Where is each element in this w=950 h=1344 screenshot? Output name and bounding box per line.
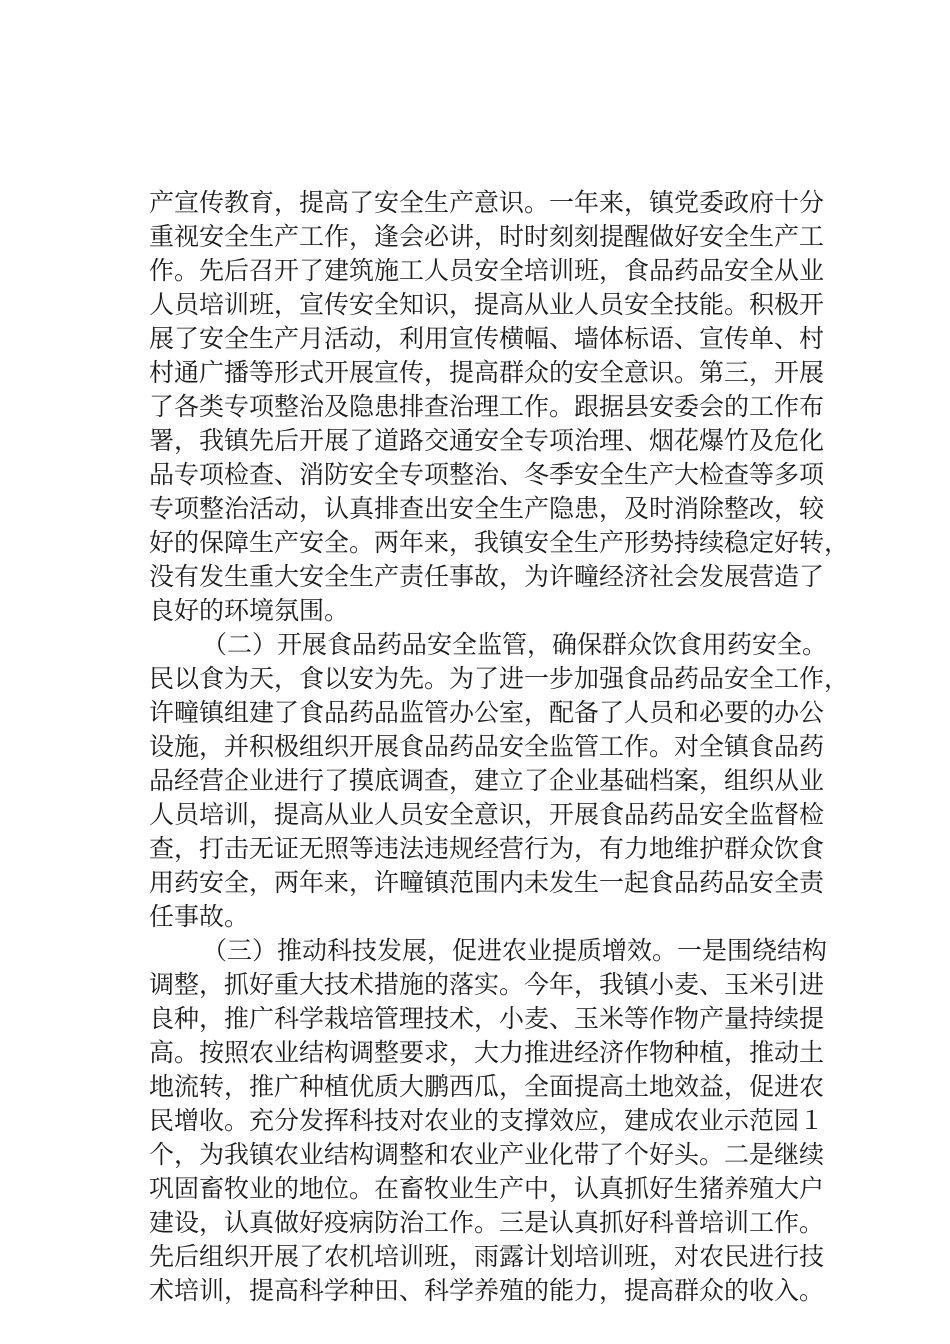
text-line: 产宣传教育，提高了安全生产意识。一年来，镇党委政府十分	[149, 188, 825, 217]
text-line: 调整，抓好重大技术措施的落实。今年，我镇小麦、玉米引进	[149, 970, 825, 999]
text-line: 个，为我镇农业结构调整和农业产业化带了个好头。二是继续	[149, 1140, 825, 1169]
text-line: 品经营企业进行了摸底调查，建立了企业基础档案，组织从业	[149, 766, 825, 795]
text-line: 民增收。充分发挥科技对农业的支撑效应，建成农业示范园１	[149, 1106, 825, 1135]
text-line: 高。按照农业结构调整要求，大力推进经济作物种植，推动土	[149, 1038, 825, 1067]
text-line: 查，打击无证无照等违法违规经营行为，有力地维护群众饮食	[149, 834, 825, 863]
text-line: 署，我镇先后开展了道路交通安全专项治理、烟花爆竹及危化	[149, 426, 825, 455]
text-line: 设施，并积极组织开展食品药品安全监管工作。对全镇食品药	[149, 732, 825, 761]
text-line: 品专项检查、消防安全专项整治、冬季安全生产大检查等多项	[149, 460, 825, 489]
text-line: 术培训，提高科学种田、科学养殖的能力，提高群众的收入。	[149, 1276, 825, 1305]
text-line: 地流转，推广种植优质大鹏西瓜，全面提高土地效益，促进农	[149, 1072, 825, 1101]
text-line: 好的保障生产安全。两年来，我镇安全生产形势持续稳定好转，	[149, 528, 850, 557]
text-line: 没有发生重大安全生产责任事故，为许疃经济社会发展营造了	[149, 562, 825, 591]
section-heading-3: （三）推动科技发展，促进农业提质增效。一是围绕结构	[202, 936, 828, 965]
text-line: 重视安全生产工作，逢会必讲，时时刻刻提醒做好安全生产工	[149, 222, 825, 251]
text-line: 人员培训班，宣传安全知识，提高从业人员安全技能。积极开	[149, 290, 825, 319]
text-line: 作。先后召开了建筑施工人员安全培训班，食品药品安全从业	[149, 256, 825, 285]
text-line: 先后组织开展了农机培训班，雨露计划培训班，对农民进行技	[149, 1242, 825, 1271]
text-line: 良种，推广科学栽培管理技术，小麦、玉米等作物产量持续提	[149, 1004, 825, 1033]
section-heading-2: （二）开展食品药品安全监管，确保群众饮食用药安全。	[202, 630, 828, 659]
text-line: 专项整治活动，认真排查出安全生产隐患，及时消除整改，较	[149, 494, 825, 523]
text-line: 民以食为天，食以安为先。为了进一步加强食品药品安全工作，	[149, 664, 850, 693]
text-line: 人员培训，提高从业人员安全意识，开展食品药品安全监督检	[149, 800, 825, 829]
text-line: 了各类专项整治及隐患排查治理工作。跟据县安委会的工作布	[149, 392, 825, 421]
text-line: 任事故。	[149, 902, 250, 931]
text-line: 巩固畜牧业的地位。在畜牧业生产中，认真抓好生猪养殖大户	[149, 1174, 825, 1203]
text-line: 展了安全生产月活动，利用宣传横幅、墙体标语、宣传单、村	[149, 324, 825, 353]
text-line: 建设，认真做好疫病防治工作。三是认真抓好科普培训工作。	[149, 1208, 825, 1237]
text-line: 村通广播等形式开展宣传，提高群众的安全意识。第三，开展	[149, 358, 825, 387]
text-line: 许疃镇组建了食品药品监管办公室，配备了人员和必要的办公	[149, 698, 825, 727]
text-line: 良好的环境氛围。	[149, 596, 350, 625]
text-line: 用药安全，两年来，许疃镇范围内未发生一起食品药品安全责	[149, 868, 825, 897]
